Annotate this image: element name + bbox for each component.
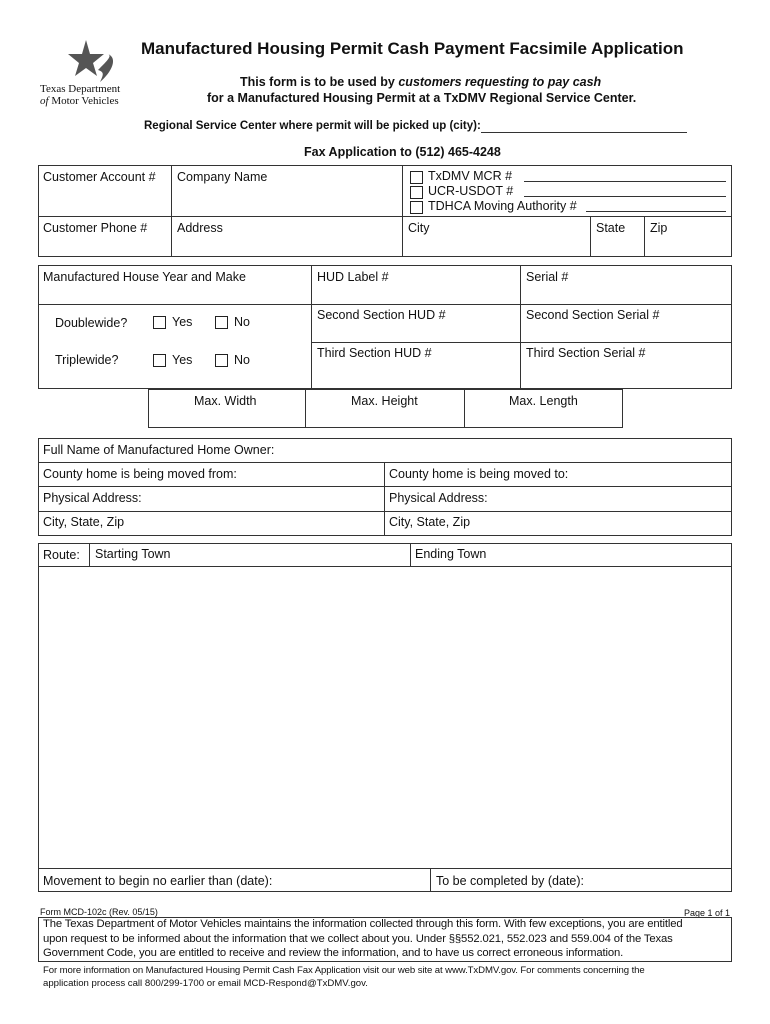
to-physical-address-label: Physical Address: — [389, 491, 488, 505]
intro-line-1 — [240, 75, 601, 89]
house-col-divider-1 — [311, 265, 312, 389]
third-serial-label: Third Section Serial # — [526, 346, 646, 360]
tdhca-field[interactable] — [586, 211, 726, 212]
second-hud-label: Second Section HUD # — [317, 308, 446, 322]
house-row-divider-1 — [38, 304, 732, 305]
movement-start-label: Movement to begin no earlier than (date): — [43, 874, 273, 888]
route-description-area[interactable] — [39, 567, 731, 867]
triplewide-no-label: No — [234, 353, 250, 367]
address-label: Address — [177, 221, 223, 235]
house-row-divider-2 — [311, 342, 732, 343]
agency-name-line1: Texas Department — [40, 83, 121, 95]
info-line-1: For more information on Manufactured Housing Permit Cash Fax Application visit our web site at www.TxDMV.gov. For comments concerning the — [43, 965, 645, 976]
max-length-label: Max. Length — [509, 394, 578, 408]
to-county-label: County home is being moved to: — [389, 467, 569, 481]
agency-name-motor-vehicles: Motor Vehicles — [48, 95, 119, 107]
tdhca-label: TDHCA Moving Authority # — [428, 199, 577, 213]
starting-town-label: Starting Town — [95, 547, 171, 561]
triplewide-label: Triplewide? — [55, 353, 119, 367]
customer-phone-label: Customer Phone # — [43, 221, 148, 235]
ending-town-label: Ending Town — [415, 547, 487, 561]
movement-divider — [430, 868, 431, 892]
max-height-label: Max. Height — [351, 394, 418, 408]
customer-col-divider-2 — [402, 165, 403, 257]
owner-col-divider — [384, 462, 385, 536]
pickup-city-field[interactable] — [481, 132, 687, 133]
page-number: Page 1 of 1 — [684, 908, 731, 918]
third-hud-label: Third Section HUD # — [317, 346, 432, 360]
info-line-2: application process call 800/299-1700 or email MCD-Respond@TxDMV.gov. — [43, 978, 368, 989]
mcr-field[interactable] — [524, 181, 726, 182]
doublewide-yes-checkbox[interactable] — [153, 316, 166, 329]
agency-name-line2 — [40, 96, 119, 108]
intro-text-a: This form is to be used by — [240, 75, 399, 89]
triplewide-yes-label: Yes — [172, 353, 193, 367]
customer-col-divider-3 — [590, 216, 591, 257]
second-serial-label: Second Section Serial # — [526, 308, 660, 322]
ucr-label: UCR-USDOT # — [428, 184, 514, 198]
owner-full-name-label: Full Name of Manufactured Home Owner: — [43, 443, 275, 457]
route-label: Route: — [43, 548, 80, 562]
customer-row-divider — [38, 216, 732, 217]
owner-row-divider-2 — [38, 486, 732, 487]
privacy-notice-line-1: The Texas Department of Motor Vehicles maintains the information collected through this form. With few exceptions, you are entitled — [43, 918, 683, 930]
mcr-label: TxDMV MCR # — [428, 169, 513, 183]
from-physical-address-label: Physical Address: — [43, 491, 142, 505]
route-town-divider — [410, 543, 411, 566]
customer-col-divider-1 — [171, 165, 172, 257]
pickup-city-label: Regional Service Center where permit will be picked up (city): — [144, 120, 481, 132]
privacy-notice-line-3: Government Code, you are entitled to receive and review the information, and to have us correct erroneous information. — [43, 947, 624, 959]
owner-row-divider-1 — [38, 462, 732, 463]
hud-label: HUD Label # — [317, 270, 389, 284]
triplewide-yes-checkbox[interactable] — [153, 354, 166, 367]
to-city-state-zip-label: City, State, Zip — [389, 515, 471, 529]
dimensions-divider-1 — [305, 389, 306, 428]
intro-text-b: customers requesting to pay cash — [398, 75, 602, 89]
owner-row-divider-3 — [38, 511, 732, 512]
house-col-divider-2 — [520, 265, 521, 389]
agency-name-of: of — [40, 95, 49, 107]
page-title: Manufactured Housing Permit Cash Payment Facsimile Application — [141, 39, 684, 58]
max-width-label: Max. Width — [194, 394, 257, 408]
company-name-label: Company Name — [177, 170, 268, 184]
ucr-checkbox[interactable] — [410, 186, 423, 199]
customer-col-divider-4 — [644, 216, 645, 257]
privacy-notice-line-2: upon request to be informed about the information that we collect about you. Under §§552.021, 552.023 and 559.004 of the Texas — [43, 933, 673, 945]
star-logo-icon — [38, 38, 138, 88]
doublewide-no-checkbox[interactable] — [215, 316, 228, 329]
from-city-state-zip-label: City, State, Zip — [43, 515, 125, 529]
triplewide-no-checkbox[interactable] — [215, 354, 228, 367]
year-make-label: Manufactured House Year and Make — [43, 270, 246, 284]
intro-line-2: for a Manufactured Housing Permit at a TxDMV Regional Service Center. — [207, 91, 637, 105]
doublewide-yes-label: Yes — [172, 315, 193, 329]
state-label: State — [596, 221, 626, 235]
completed-by-label: To be completed by (date): — [436, 874, 584, 888]
serial-label: Serial # — [526, 270, 569, 284]
ucr-field[interactable] — [524, 196, 726, 197]
dimensions-divider-2 — [464, 389, 465, 428]
from-county-label: County home is being moved from: — [43, 467, 237, 481]
fax-line: Fax Application to (512) 465-4248 — [304, 145, 501, 159]
customer-account-label: Customer Account # — [43, 170, 156, 184]
mcr-checkbox[interactable] — [410, 171, 423, 184]
route-label-divider — [89, 543, 90, 566]
doublewide-no-label: No — [234, 315, 250, 329]
movement-row-divider — [38, 868, 732, 869]
doublewide-label: Doublewide? — [55, 316, 128, 330]
zip-label: Zip — [650, 221, 668, 235]
tdhca-checkbox[interactable] — [410, 201, 423, 214]
form-number: Form MCD-102c (Rev. 05/15) — [40, 907, 158, 917]
txdmv-logo — [38, 38, 138, 120]
city-label: City — [408, 221, 430, 235]
